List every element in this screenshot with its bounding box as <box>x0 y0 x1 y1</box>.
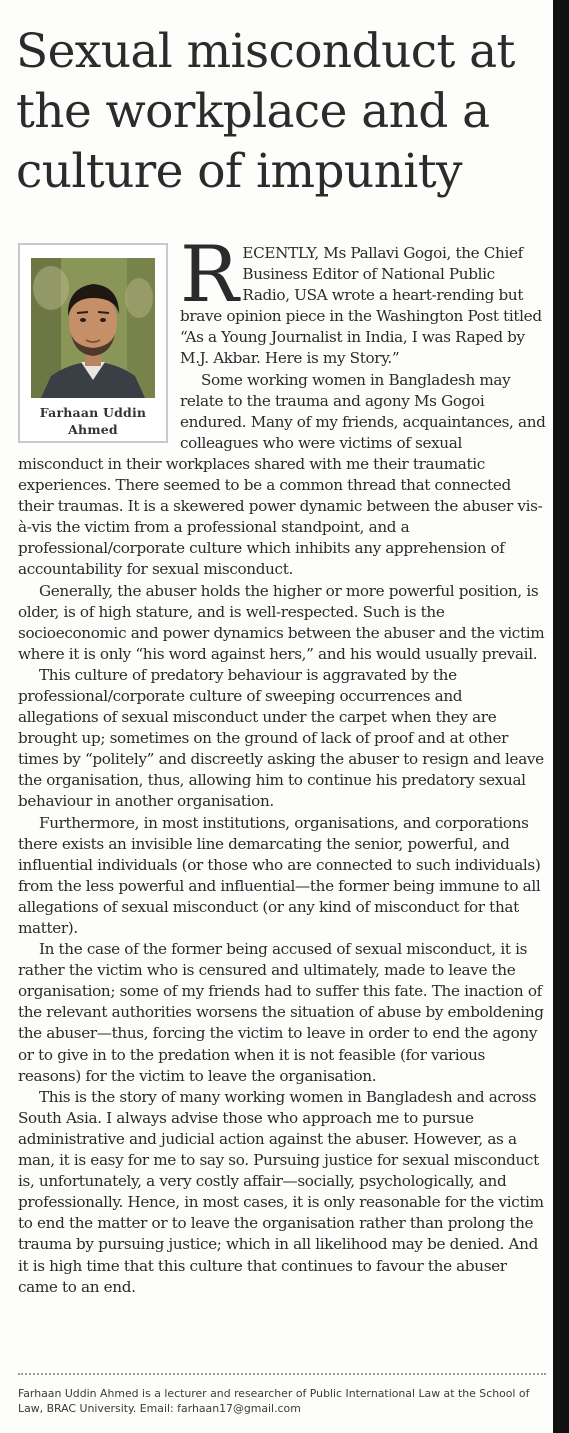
page-edge-shadow <box>553 0 569 1433</box>
article-body <box>18 230 546 1298</box>
paragraph-5: Furthermore, in most institutions, organisations, and corporations there exists an invisible line demarcating the senior, powerful, and influential individuals (or those who are connected to such individuals) from the less powerful and influential—the former being immune to all allegations of sexual misconduct (or any kind of misconduct for that matter). <box>18 813 541 937</box>
footnote-divider <box>18 1373 546 1375</box>
paragraph-4: This culture of predatory behaviour is aggravated by the professional/corporate culture of sweeping occurrences and allegations of sexual misconduct under the carpet when they are brought up; sometimes on the ground of lack of proof and at other times by “politely” and discreetly asking the abuser to resign and leave the organisation, thus, allowing him to continue his predatory sexual behaviour in another organisation. <box>18 665 544 811</box>
paragraph-1-text: ECENTLY, Ms Pallavi Gogoi, the Chief Business Editor of National Public Radio, USA wrote a heart-rending but brave opinion piece in the Washington Post titled “As a Young Journalist in India, I was Raped by M.J. Akbar. Here is my Story.” <box>180 244 542 368</box>
author-box <box>18 243 168 443</box>
paragraph-2: Some working women in Bangladesh may relate to the trauma and agony Ms Gogoi endured. Many of my friends, acquaintances, and colleagues who were victims of sexual misconduct in their workplaces shared with me their traumatic experiences. There seemed to be a common thread that connected their traumas. It is a skewered power dynamic between the abuser vis-à-vis the victim from a professional standpoint, and a professional/corporate culture which inhibits any apprehension of accountability for sexual misconduct. <box>18 370 546 579</box>
paragraph-7: This is the story of many working women in Bangladesh and across South Asia. I always advise those who approach me to pursue administrative and judicial action against the abuser. However, as a man, it is easy for me to say so. Pursuing justice for sexual misconduct is, unfortunately, a very costly affair—socially, psychologically, and professionally. Hence, in most cases, it is only reasonable for the victim to end the matter or to leave the organisation rather than prolong the trauma by pursuing justice; which in all likelihood may be denied. And it is high time that this culture that continues to favour the abuser came to an end. <box>18 1087 544 1296</box>
paragraph-6: In the case of the former being accused of sexual misconduct, it is rather the victim who is censured and ultimately, made to leave the organisation; some of my friends had to suffer this fate. The inaction of the relevant authorities worsens the situation of abuse by emboldening the abuser—thus, forcing the victim to leave in order to end the agony or to give in to the predation when it is not feasible (for various reasons) for the victim to leave the organisation. <box>18 940 544 1085</box>
author-footnote: Farhaan Uddin Ahmed is a lecturer and researcher of Public International Law at the School of Law, BRAC University. Email: farhaan17@gmail.com <box>18 1387 530 1415</box>
author-name-line-1: Farhaan Uddin <box>39 405 147 420</box>
author-portrait-image <box>31 258 155 398</box>
paragraph-3: Generally, the abuser holds the higher or more powerful position, is older, is of high stature, and is well-respected. Such is the socioeconomic and power dynamics between the abuser and the victim where it is only “his word against hers,” and his would usually prevail. <box>18 581 545 663</box>
author-name <box>20 404 166 438</box>
headline: Sexual misconduct at the workplace and a culture of impunity <box>16 24 515 199</box>
author-photo <box>31 258 155 398</box>
drop-cap: R <box>180 230 239 320</box>
author-name-line-2: Ahmed <box>68 422 118 437</box>
